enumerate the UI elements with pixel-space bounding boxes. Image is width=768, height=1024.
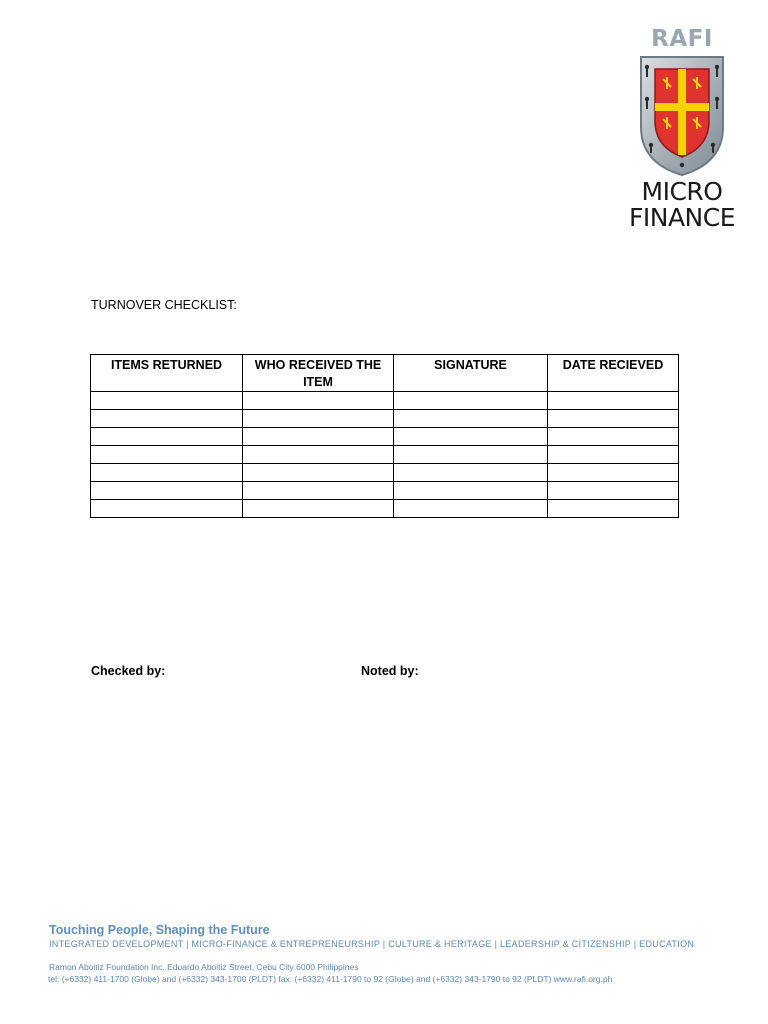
table-cell[interactable]	[243, 446, 394, 464]
table-header-row	[91, 355, 679, 392]
table-cell[interactable]	[91, 482, 243, 500]
table-cell[interactable]	[548, 428, 679, 446]
table-cell[interactable]	[91, 410, 243, 428]
table-cell[interactable]	[91, 500, 243, 518]
table-row	[91, 446, 679, 464]
logo-micro-text: MICRO	[641, 177, 723, 206]
table-cell[interactable]	[243, 500, 394, 518]
footer-program-areas: INTEGRATED DEVELOPMENT | MICRO-FINANCE & ENTREPRENEURSHIP | CULTURE & HERITAGE | LEADERSHIP & CITIZENSHIP | EDUCATION	[49, 939, 695, 949]
table-cell[interactable]	[243, 410, 394, 428]
table-cell[interactable]	[394, 410, 548, 428]
table-cell[interactable]	[394, 428, 548, 446]
table-cell[interactable]	[394, 446, 548, 464]
table-row	[91, 500, 679, 518]
table-cell[interactable]	[243, 464, 394, 482]
table-cell[interactable]	[394, 482, 548, 500]
footer-tagline: Touching People, Shaping the Future	[49, 923, 270, 937]
column-header-who-received: WHO RECEIVED THE ITEM	[243, 355, 394, 392]
table-cell[interactable]	[91, 446, 243, 464]
table-cell[interactable]	[394, 392, 548, 410]
table-row	[91, 410, 679, 428]
noted-by-label: Noted by:	[361, 664, 419, 678]
column-header-items-returned: ITEMS RETURNED	[91, 355, 243, 392]
table-row	[91, 482, 679, 500]
table-cell[interactable]	[548, 482, 679, 500]
table-cell[interactable]	[91, 428, 243, 446]
footer-address: Ramon Aboitiz Foundation Inc. Eduardo Aboitiz Street, Cebu City 6000 Philippines	[49, 962, 359, 972]
turnover-checklist-table	[90, 354, 679, 518]
table-cell[interactable]	[91, 464, 243, 482]
table-cell[interactable]	[548, 446, 679, 464]
logo-finance-text: FINANCE	[628, 203, 735, 232]
checklist-title: TURNOVER CHECKLIST:	[91, 298, 237, 312]
table-row	[91, 464, 679, 482]
table-cell[interactable]	[548, 500, 679, 518]
table-cell[interactable]	[243, 428, 394, 446]
footer-contact: tel: (+6332) 411-1700 (Globe) and (+6332) 343-1700 (PLDT) fax: (+6332) 411-1790 to 92 (Globe) and (+6332) 343-1790 to 92 (PLDT) www.rafi.org.ph	[48, 974, 613, 984]
table-row	[91, 392, 679, 410]
column-header-date-received: DATE RECIEVED	[548, 355, 679, 392]
table-cell[interactable]	[548, 410, 679, 428]
table-cell[interactable]	[243, 392, 394, 410]
checked-by-label: Checked by:	[91, 664, 166, 678]
rafi-microfinance-logo	[618, 26, 746, 236]
footer	[49, 922, 729, 985]
shield-crest-icon	[637, 55, 727, 177]
table-cell[interactable]	[394, 464, 548, 482]
logo-rafi-text: RAFI	[651, 26, 713, 52]
column-header-signature: SIGNATURE	[394, 355, 548, 392]
table-cell[interactable]	[548, 392, 679, 410]
table-cell[interactable]	[91, 392, 243, 410]
table-cell[interactable]	[394, 500, 548, 518]
table-cell[interactable]	[243, 482, 394, 500]
table-row	[91, 428, 679, 446]
table-cell[interactable]	[548, 464, 679, 482]
